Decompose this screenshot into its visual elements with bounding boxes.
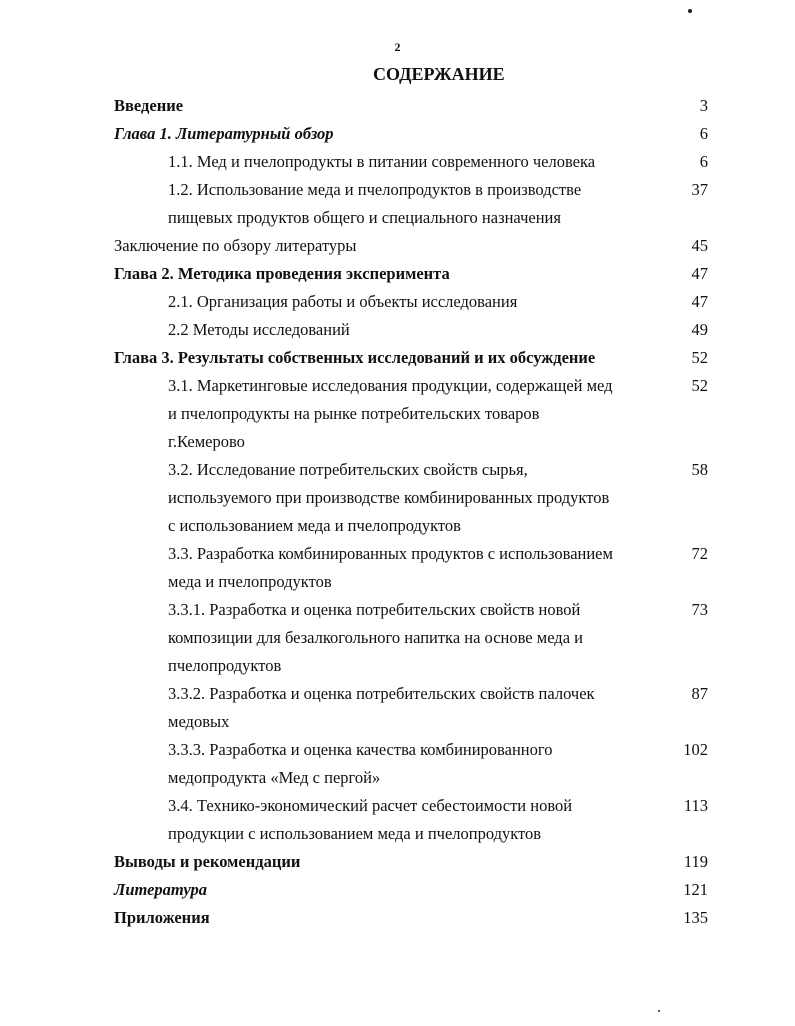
toc-entry-label: 2.1. Организация работы и объекты исследования — [168, 292, 518, 311]
toc-entry-page: 45 — [691, 236, 708, 255]
toc-entry — [0, 736, 795, 792]
toc-entry-page: 58 — [691, 460, 708, 479]
toc-entry-label: 3.3. Разработка комбинированных продуктов с использованием меда и пчелопродуктов — [168, 544, 613, 591]
toc-entry-label: 3.3.2. Разработка и оценка потребительских свойств палочек медовых — [168, 684, 595, 731]
toc-entry-page: 6 — [699, 124, 708, 143]
toc-entry-page: 135 — [683, 908, 708, 927]
toc-entry-label: Выводы и рекомендации — [114, 852, 301, 871]
toc-entry-label: 1.1. Мед и пчелопродукты в питании современного человека — [168, 152, 596, 171]
toc-entry — [0, 848, 795, 876]
toc-entry-label: 1.2. Использование меда и пчелопродуктов в производстве пищевых продуктов общего и специального назначения — [168, 180, 582, 227]
toc-entry — [0, 876, 795, 904]
toc-entry-page: 3 — [699, 96, 708, 115]
toc-entry-page: 119 — [683, 852, 708, 871]
toc-entry-label: Приложения — [114, 908, 210, 927]
toc-entry-page: 73 — [691, 600, 708, 619]
toc-entry — [0, 904, 795, 932]
toc-entry-page: 47 — [691, 264, 708, 283]
toc-entry — [0, 792, 795, 848]
toc-entry-label: Глава 2. Методика проведения эксперимента — [114, 264, 450, 283]
toc-entry — [0, 288, 795, 316]
toc-entry-page: 113 — [683, 796, 708, 815]
toc-entry-page: 49 — [691, 320, 708, 339]
toc-entry — [0, 120, 795, 148]
toc-entry — [0, 372, 795, 456]
toc-entry-label: Литература — [114, 880, 207, 899]
toc-title-container — [0, 64, 795, 90]
toc-entry — [0, 456, 795, 540]
toc-entry-label: Введение — [114, 96, 184, 115]
toc-entry — [0, 260, 795, 288]
toc-entry-label: 3.4. Технико-экономический расчет себестоимости новой продукции с использованием меда и пчелопродуктов — [168, 796, 573, 843]
toc-entry — [0, 92, 795, 120]
toc-title: СОДЕРЖАНИЕ — [373, 64, 505, 84]
scan-speck — [688, 9, 692, 13]
toc-entry-label: Глава 3. Результаты собственных исследований и их обсуждение — [114, 348, 596, 367]
toc-entry-page: 37 — [691, 180, 708, 199]
toc-entry-page: 87 — [691, 684, 708, 703]
scan-speck — [658, 1010, 660, 1012]
toc-entry-page: 121 — [683, 880, 708, 899]
toc-entry-page: 72 — [691, 544, 708, 563]
toc-entry-label: 3.3.3. Разработка и оценка качества комбинированного медопродукта «Мед с пергой» — [168, 740, 553, 787]
toc-entry-label: Глава 1. Литературный обзор — [114, 124, 334, 143]
toc-entry-page: 52 — [691, 348, 708, 367]
table-of-contents — [0, 92, 795, 932]
toc-entry — [0, 596, 795, 680]
toc-entry — [0, 316, 795, 344]
toc-entry-page: 102 — [683, 740, 708, 759]
toc-entry-label: 3.2. Исследование потребительских свойств сырья, используемого при производстве комбинированных продуктов с использованием меда и пчелопродуктов — [168, 460, 610, 535]
toc-entry — [0, 232, 795, 260]
toc-entry-label: 2.2 Методы исследований — [168, 320, 350, 339]
toc-entry-page: 47 — [691, 292, 708, 311]
toc-entry-label: 3.3.1. Разработка и оценка потребительских свойств новой композиции для безалкогольного напитка на основе меда и пчелопродуктов — [168, 600, 583, 675]
toc-entry-page: 52 — [691, 376, 708, 395]
toc-entry — [0, 680, 795, 736]
toc-entry — [0, 176, 795, 232]
toc-entry-label: 3.1. Маркетинговые исследования продукции, содержащей мед и пчелопродукты на рынке потребительских товаров г.Кемерово — [168, 376, 613, 451]
toc-entry — [0, 344, 795, 372]
page-number: 2 — [394, 40, 401, 54]
toc-entry-label: Заключение по обзору литературы — [114, 236, 357, 255]
toc-entry — [0, 148, 795, 176]
toc-entry — [0, 540, 795, 596]
toc-entry-page: 6 — [699, 152, 708, 171]
